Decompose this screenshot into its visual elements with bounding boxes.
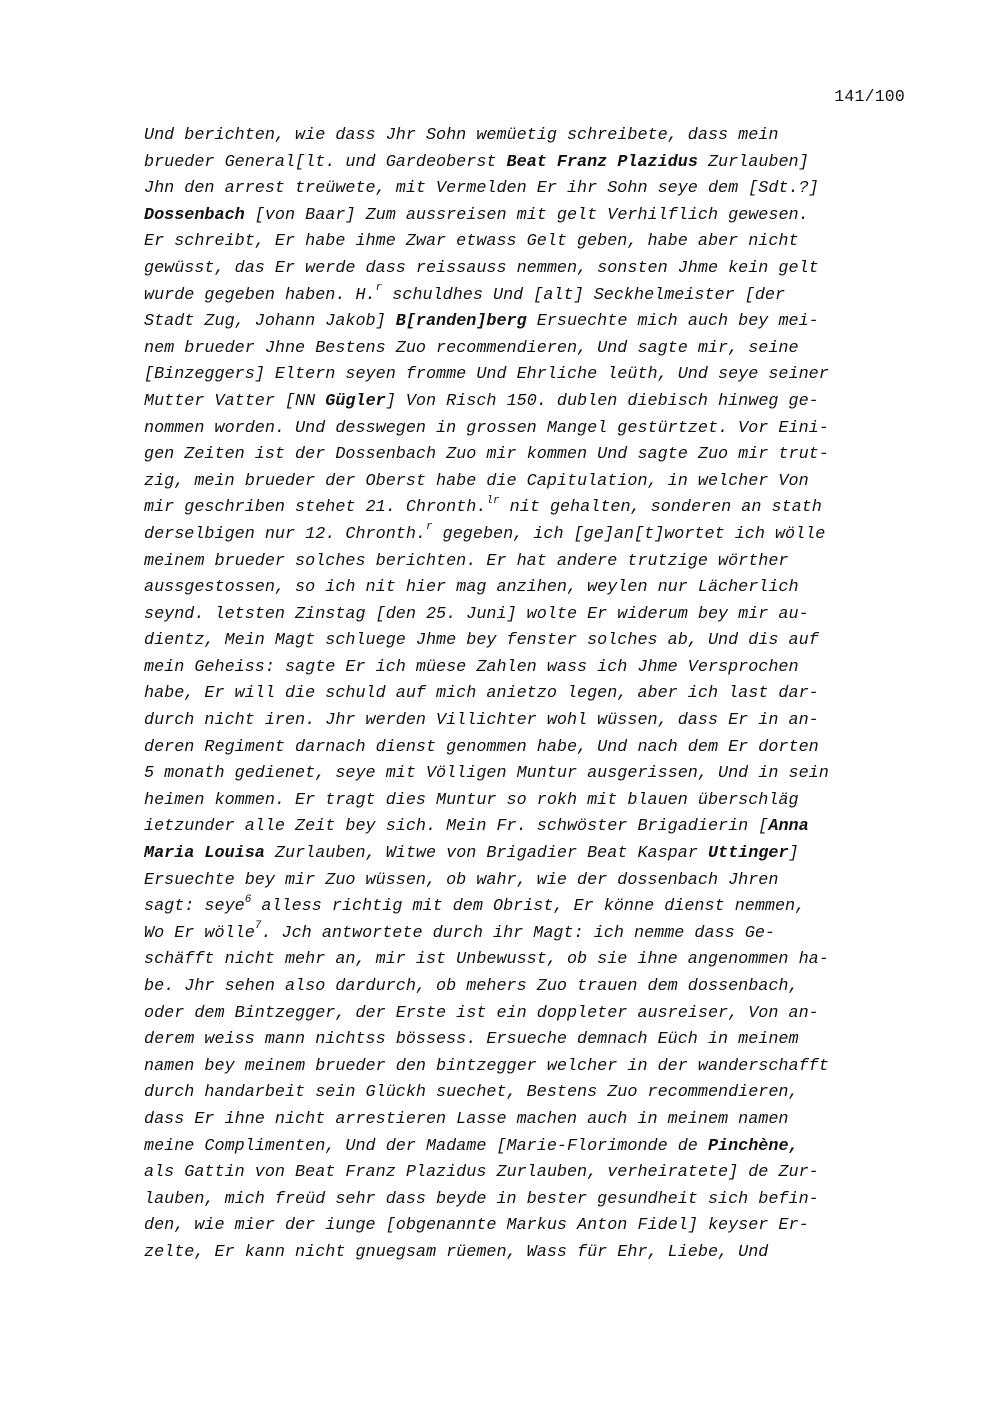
text-segment: nit gehalten, sonderen an stath [499,498,822,518]
text-line [144,362,944,389]
bold-name: Gügler [325,391,386,411]
text-line [144,947,944,974]
text-segment: [von Baar] Zum aussreisen mit gelt Verhilflich gewesen. [244,205,809,225]
text-segment: aussgestossen, so ich nit hier mag anzihen, weylen nur Lächerlich [144,578,799,598]
text-segment: derem weiss mann nichtss bössess. Ersueche demnach Eüch in meinem [144,1030,799,1050]
bold-name: Pinchène, [707,1136,799,1156]
text-segment: dientz, Mein Magt schluege Jhme bey fenster solches ab, Und dis auf [144,631,819,651]
text-line [144,655,944,682]
text-line [144,1001,944,1028]
text-segment: Ersuechte mich auch bey mei- [526,312,819,332]
text-line [144,1240,944,1267]
text-segment: meinem brueder solches berichten. Er hat andere trutzige wörther [144,551,789,571]
text-line [144,708,944,735]
text-segment: schuldhes Und [alt] Seckhelmeister [der [382,285,786,305]
text-line [144,735,944,762]
text-segment: Er schreibt, Er habe ihme Zwar etwass Gelt geben, habe aber nicht [144,232,799,252]
text-line [144,1187,944,1214]
page-number: 141/100 [834,87,905,106]
text-segment: derselbigen nur 12. Chronth. [144,524,426,544]
text-line [144,123,944,150]
text-line [144,814,944,841]
text-segment: gen Zeiten ist der Dossenbach Zuo mir kommen Und sagte Zuo mir trut- [144,445,829,465]
text-line [144,575,944,602]
text-line [144,1027,944,1054]
text-line [144,868,944,895]
text-line [144,283,944,310]
bold-name: Uttinger [707,844,789,864]
text-segment: ] Von Risch 150. dublen diebisch hinweg ge- [385,391,819,411]
text-segment: Mutter Vatter [NN [144,391,326,411]
text-segment: Wo Er wölle [144,923,255,943]
letter-transcription [144,123,944,1267]
text-segment: mein Geheiss: sagte Er ich müese Zahlen wass ich Jhme Versprochen [144,657,799,677]
text-segment: meine Complimenten, Und der Madame [Marie-Florimonde de [144,1136,708,1156]
text-line [144,761,944,788]
text-line [144,1134,944,1161]
text-line [144,1054,944,1081]
text-segment: [Binzeggers] Eltern seyen fromme Und Ehrliche leüth, Und seye seiner [144,365,829,385]
bold-name: Maria Louisa [144,844,265,864]
text-line [144,176,944,203]
text-line [144,1107,944,1134]
text-segment: nommen worden. Und desswegen in grossen Mangel gestürtzet. Vor Eini- [144,418,829,438]
text-line [144,974,944,1001]
text-line [144,841,944,868]
text-segment: be. Jhr sehen also dardurch, ob mehers Zuo trauen dem dossenbach, [144,977,799,996]
text-line [144,522,944,549]
text-segment: heimen kommen. Er tragt dies Muntur so rokh mit blauen überschläg [144,790,799,810]
text-segment: gegeben, ich [ge]an[t]wortet ich wölle [432,524,826,544]
text-line [144,1160,944,1187]
superscript-note: r [425,521,433,534]
text-line [144,681,944,708]
text-segment: habe, Er will die schuld auf mich anietzo legen, aber ich last dar- [144,684,819,704]
text-segment: wurde gegeben haben. H. [144,285,376,305]
text-segment: deren Regiment darnach dienst genommen habe, Und nach dem Er dorten [144,737,819,757]
text-line [144,389,944,416]
text-segment: sagt: seye [144,897,245,917]
bold-name: Beat Franz Plazidus [506,152,698,172]
text-segment: Stadt Zug, Johann Jakob] [144,312,396,332]
text-line [144,229,944,256]
bold-name: Anna [768,817,809,837]
text-segment: durch nicht iren. Jhr werden Villichter wohl wüssen, dass Er in an- [144,711,819,731]
superscript-note: lr [486,494,500,507]
text-line [144,894,944,921]
text-line [144,309,944,336]
text-segment: oder dem Bintzegger, der Erste ist ein doppleter ausreiser, Von an- [144,1003,819,1023]
text-line [144,1213,944,1240]
text-line [144,150,944,177]
text-line [144,336,944,363]
text-segment: Zurlauben, Witwe von Brigadier Beat Kaspar [264,844,708,864]
text-line [144,602,944,629]
superscript-note: 7 [254,920,262,933]
text-segment: . Jch antwortete durch ihr Magt: ich nemme dass Ge- [261,923,775,943]
bold-name: Dossenbach [144,205,245,225]
text-line [144,921,944,948]
text-segment: mir geschriben stehet 21. Chronth. [144,498,487,518]
text-segment: nem brueder Jhne Bestens Zuo recommendieren, Und sagte mir, seine [144,338,799,358]
text-segment: 5 monath gedienet, seye mit Völligen Muntur ausgerissen, Und in sein [144,764,829,784]
superscript-note: r [375,281,383,294]
text-segment: zelte, Er kann nicht gnuegsam rüemen, Wass für Ehr, Liebe, Und [144,1242,769,1262]
text-segment: brueder General[lt. und Gardeoberst [144,152,507,172]
text-line [144,495,944,522]
text-segment: als Gattin von Beat Franz Plazidus Zurlauben, verheiratete] de Zur- [144,1163,819,1183]
text-segment: Zurlauben] [697,152,809,172]
text-segment: den, wie mier der iunge [obgenannte Markus Anton Fidel] keyser Er- [144,1216,809,1236]
text-segment: ] [788,844,799,864]
superscript-note: 6 [244,893,252,906]
text-line [144,788,944,815]
text-line [144,628,944,655]
text-segment: dass Er ihne nicht arrestieren Lasse machen auch in meinem namen [144,1109,789,1129]
text-segment: zig, mein brueder der Oberst habe die Capitulation, in welcher Von [144,471,809,491]
text-segment: ietzunder alle Zeit bey sich. Mein Fr. schwöster Brigadierin [ [144,817,769,837]
text-segment: gewüsst, das Er werde dass reissauss nemmen, sonsten Jhme kein gelt [144,258,819,278]
text-segment: schäfft nicht mehr an, mir ist Unbewusst, ob sie ihne angenommen ha- [144,950,829,970]
text-segment: Ersuechte bey mir Zuo wüssen, ob wahr, wie der dossenbach Jhren [144,870,779,890]
text-segment: namen bey meinem brueder den bintzegger welcher in der wanderschafft [144,1056,829,1076]
text-line [144,549,944,576]
text-line [144,416,944,443]
text-line [144,256,944,283]
text-line [144,203,944,230]
bold-name: B[randen]berg [395,312,527,332]
text-segment: lauben, mich freüd sehr dass beyde in bester gesundheit sich befin- [144,1189,819,1209]
text-segment: durch handarbeit sein Glückh suechet, Bestens Zuo recommendieren, [144,1083,799,1103]
text-line [144,442,944,469]
text-line [144,1080,944,1107]
text-line [144,469,944,496]
text-segment: seynd. letsten Zinstag [den 25. Juni] wolte Er widerum bey mir au- [144,604,809,624]
text-segment: Und berichten, wie dass Jhr Sohn wemüetig schreibete, dass mein [144,126,779,145]
text-segment: alless richtig mit dem Obrist, Er könne dienst nemmen, [251,897,806,917]
text-segment: Jhn den arrest treüwete, mit Vermelden Er ihr Sohn seye dem [Sdt.?] [144,179,819,199]
